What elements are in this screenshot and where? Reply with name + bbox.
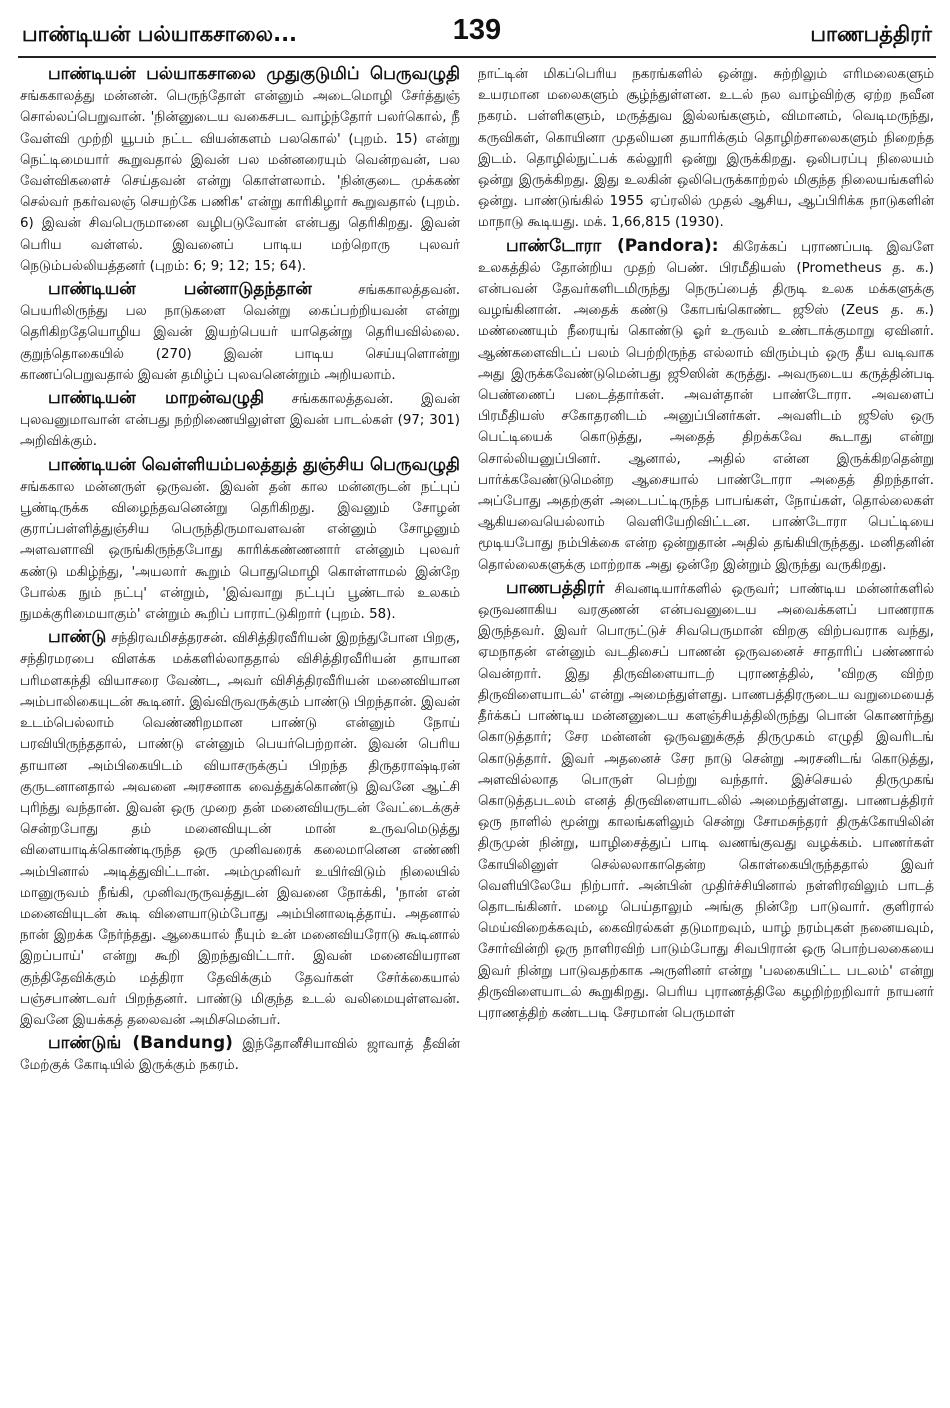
entry — [478, 578, 934, 1024]
entry-heading: பாண்டியன் வெள்ளியம்பலத்துத் துஞ்சிய பெருவழுதி — [48, 454, 460, 475]
entry — [20, 1033, 460, 1076]
entry — [20, 455, 460, 626]
entry — [20, 388, 460, 453]
right-column — [478, 64, 934, 1400]
entry — [20, 64, 460, 277]
header-rule — [18, 56, 936, 58]
entry-text: சங்ககாலத்து மன்னன். பெருந்தோள் என்னும் அடைமொழி சேர்த்துஞ் சொல்லப்பெறுவான். 'நின்னுடைய வகைசபட வாழ்ந்தோர் பலர்கொல், நீ வேள்வி முற்றி யூபம் நட்ட வியன்களம் பலகொல்' (புறம். 15) என்று நெட்டிமையார் கூறுவதால் இவன் பல மன்னரையும் வென்றவன், பல வேள்விகளைச் செய்தவன் என்று கொள்ளலாம். 'நின்குடை முக்கண் செல்வர் நகர்வலஞ் செயற்கே பணிக' என்று காரிகிழார் கூறுவதால் (புறம். 6) இவன் சிவபெருமானை வழிபடுவோன் என்பது தெரிகிறது. இவன் பெரிய வள்ளல். இவனைப் பாடிய மற்றொரு புலவர் நெடும்பல்லியத்தனர் (புறம்: 6; 9; 12; 15; 64). — [20, 89, 460, 274]
entry-heading: பாண்டியன் பல்யாகசாலை முதுகுடுமிப் பெருவழுதி — [48, 64, 460, 84]
entry-text: சிவனடியார்களில் ஒருவர்; பாண்டிய மன்னர்களில் ஒருவனாகிய வரகுணன் என்பவனுடைய அவைக்களப் பாணராக இருந்தவர். இவர் பொருட்டுச் சிவபெருமான் விறகு விற்பவராக வந்து, ஏமநாதன் என்னும் வடதிசைப் பாணன் ஒருவனைச் சாதாரிப் பண்ணால் வென்றார். இது திருவிளையாடற் புராணத்தில், 'விறகு விற்ற திருவிளையாடல்' என்று அமைந்துள்ளது. பாணபத்திரருடைய வறுமையைத் தீர்க்கப் பாண்டிய மன்னனுடைய களஞ்சியத்திலிருந்து பொன் கொணர்ந்து கொடுத்தார்; சேர மன்னன் ஒருவனுக்குத் திருமுகம் எழுதி இவரிடங் கொடுத்தார். இவர் அதனைச் சேர நாடு சென்று அரசனிடங் கொடுத்து, அளவில்லாத பொருள் பெற்று வந்தார். இச்செயல் திருமுகங் கொடுத்தபடலம் எனத் திருவிளையாடலில் அமைந்துள்ளது. பாணபத்திரர் ஒரு நாளில் மூன்று காலங்களிலும் சென்று சோமசுந்தரர் திருக்கோயிலின் திருமுன் நின்று, யாழிசைத்துப் பாடி வணங்குவது வழக்கம். பாணர்கள் கோயிலினுள் செல்லலாகாதென்ற கொள்கையிருந்ததால் இவர் வெளியிலேயே நிற்பார். அன்பின் முதிர்ச்சியினால் நள்ளிரவிலும் பாடத் தொடங்கினர். மழை பெய்தாலும் அங்கு நின்றே பாடுவார். குளிரால் மெய்விறைக்கவும், கைவிரல்கள் தடுமாறவும், யாழ் நரம்புகள் நனையவும், சோர்வின்றி ஒரு நாளிரவிற் பாடும்போது சிவபிரான் ஒரு பொற்பலகையை இவர் நின்று பாடுவதற்காக அருளினர் என்று 'பலகையிட்ட படலம்' என்று திருவிளையாடல் கூறுகிறது. பெரிய புராணத்திலே கழறிற்றறிவார் நாயனர் புராணத்திற் கண்டபடி சேரமான் பெருமாள் — [478, 581, 934, 1021]
page-number: 139 — [452, 14, 502, 46]
entry-text: சங்ககாலத்தவன். இவன் புலவனுமாவான் என்பது நற்றிணையிலுள்ள இவன் பாடல்கள் (97; 301) அறிவிக்கும். — [20, 392, 460, 450]
entry-text: சந்திரவமிசத்தரசன். விசித்திரவீரியன் இறந்துபோன பிறகு, சந்திரமரபை விளக்க மக்களில்லாததால் விசித்திரவீரியன் தாயான பரிமளகந்தி வியாசரை வேண்ட, அவர் விசித்திரவீரியன் மனைவியான அம்பாலிகையுடன் கூடினர். இவ்விருவருக்கும் பாண்டு பிறந்தான். இவன் உடம்பெல்லாம் வெண்ணிறமான பாண்டு என்னும் நோய் பரவியிருந்ததால், பாண்டு என்னும் பெயர்பெற்றான். இவன் பெரிய தாயான அம்பிகையிடம் வியாசருக்குப் பிறந்த திருதராஷ்டிரன் குருடனானதால் அவனை அரசனாக வைத்துக்கொண்டு இவனே ஆட்சி புரிந்து வந்தான். இவன் ஒரு முறை தன் மனைவியருடன் வேட்டைக்குச் சென்றபோது தம் மனைவியுடன் மான் உருவமெடுத்து விளையாடிக்கொண்டிருந்த ஒரு முனிவரைக் கலைமானென எண்ணி அம்பினால் அடித்துவிட்டான். அம்முனிவர் உயிர்விடும் நிலையில் மானுருவம் நீங்கி, முனிவருருவத்துடன் இவனை நோக்கி, 'நான் என் மனைவியுடன் கூடி விளையாடும்போது அம்பினாலடித்தாய். அதனால் நான் இறக்க நேர்ந்தது. ஆகையால் நீயும் உன் மனைவியரோடு கூடினால் இறப்பாய்' என்று கூறி இறந்துவிட்டார். இவன் மனைவியரான குந்திதேவிக்கும் மத்திரா தேவிக்கும் தேவர்கள் சேர்க்கையால் பஞ்சபாண்டவர் பிறந்தனர். பாண்டு மிகுந்த உடல் வலிமையுள்ளவன். இவனே இயக்கத் தலைவன் அமிசமென்பர். — [20, 631, 460, 1028]
entry-heading: பாண்டு — [48, 627, 107, 648]
entry-heading: பாண்டோரா (Pandora): — [506, 235, 719, 256]
entry-continuation — [478, 64, 934, 234]
entry — [20, 279, 460, 386]
entry-heading: பாணபத்திரர் — [506, 577, 605, 598]
entry-text: சங்ககாலத்தவன். பெயரிலிருந்து பல நாடுகளை வென்று கைப்பற்றியவன் என்று தெரிகிறதேயொழிய இவன் இயற்பெயர் யாதென்று தெரியவில்லை. குறுந்தொகையில் (270) இவன் பாடிய செய்யுளொன்று காணப்பெறுவதால் இவன் தமிழ்ப் புலவனென்றும் அறியலாம். — [20, 283, 460, 383]
entry-text: இந்தோனீசியாவில் ஜாவாத் தீவின் மேற்குக் கோடியில் இருக்கும் நகரம். — [20, 1037, 460, 1074]
page-header — [22, 14, 932, 54]
entry — [20, 627, 460, 1031]
entry — [478, 236, 934, 576]
entry-heading: பாண்டுங் (Bandung) — [48, 1033, 233, 1054]
left-column — [20, 64, 460, 1400]
entry-text: சங்ககால மன்னருள் ஒருவன். இவன் தன் கால மன்னருடன் நட்புப் பூண்டிருக்க விழைந்தவனென்று தெரிகிறது. இவனும் சோழன் குராப்பள்ளித்துஞ்சிய பெருந்திருமாவளவன் என்னும் சோழனும் அளவளாவி ஒருங்கிருந்தபோது காரிக்கண்ணனார் என்னும் புலவர் கண்டு மகிழ்ந்து, 'அயலார் கூறும் பொதுமொழி கொள்ளாமல் இன்றே போல்க நும் நட்பு' என்றும், 'இவ்வாறு நட்புப் பூண்டால் உலகம் நுமக்குரிமையாகும்' என்றும் கூறிப் பாராட்டுகிறார் (புறம். 58). — [20, 479, 460, 623]
entry-text: கிரேக்கப் புராணப்படி இவளே உலகத்தில் தோன்றிய முதற் பெண். பிரமீதியஸ் (Prometheus த. க.) என்பவன் தேவர்களிடமிருந்து நெருப்பைத் திருடி உலக மக்களுக்கு வழங்கினான். அதைக் கண்டு கோபங்கொண்ட ஜூஸ் (Zeus த. க.) மண்ணையும் நீரையுங் கொண்டு ஓர் உருவம் உண்டாக்குமாறு ஏவினர். ஆண்களைவிடப் பலம் பெற்றிருந்த எல்லாம் விரும்பும் ஒரு தீய வடிவாக அது இருக்கவேண்டுமென்பது ஜூஸின் கருத்து. அவருடைய கருத்தின்படி பெண்ணைப் படைத்தார்கள். அவள்தான் பாண்டோரா. அவளைப் பிரமீதியஸ் சகோதரனிடம் அனுப்பினர்கள். அவளிடம் ஜூஸ் ஒரு பெட்டியைக் கொடுத்து, அதைத் திறக்கவே கூடாது என்று சொல்லியனுப்பினர். ஆனால், அதில் என்ன இருக்கிறதென்று பார்க்கவேண்டுமென்ற ஆசையால் பாண்டோரா அதைத் திறந்தாள். அப்போது அதற்குள் அடைபட்டிருந்த பாபங்கள், நோய்கள், தொல்லைகள் ஆகியவையெல்லாம் வெளியேறிவிட்டன. பாண்டோரா பெட்டியை மூடியபோது நம்பிக்கை என்ற ஒன்றுதான் அதில் தங்கியிருந்தது. மனிதனின் தொல்லைகளுக்கு மாற்றாக அது ஒன்றே இன்றும் இருந்து வருகிறது. — [478, 239, 934, 573]
running-head-right: பாணபத்திரர் — [810, 22, 932, 46]
running-head-left: பாண்டியன் பல்யாகசாலை... — [22, 22, 298, 46]
entry-heading: பாண்டியன் மாறன்வழுதி — [48, 388, 265, 409]
entry-text: நாட்டின் மிகப்பெரிய நகரங்களில் ஒன்று. சுற்றிலும் எரிமலைகளும் உயரமான மலைகளும் சூழ்ந்துள்ளன. உடல் நல வாழ்விற்கு ஏற்ற நவீன நகரம். பள்ளிகளும், மருத்துவ இல்லங்களும், விமானம், வெடிமருந்து, கருவிகள், கொயினா முதலியன தயாரிக்கும் தொழிற்சாலைகளும் நிறைந்த இடம். தொழில்நுட்பக் கல்லூரி ஒன்று இருக்கிறது. ஒலிபரப்பு நிலையம் ஒன்று இருக்கிறது. இது உலகின் ஒலிபெருக்காற்றல் மிகுந்த நிலையங்களில் ஒன்று. பாண்டுங்கில் 1955 ஏப்ரலில் முதல் ஆசிய, ஆப்பிரிக்க நாடுகளின் மாநாடு கூடியது. மக். 1,66,815 (1930). — [478, 67, 934, 231]
entry-heading: பாண்டியன் பன்னாடுதந்தான் — [48, 279, 312, 300]
